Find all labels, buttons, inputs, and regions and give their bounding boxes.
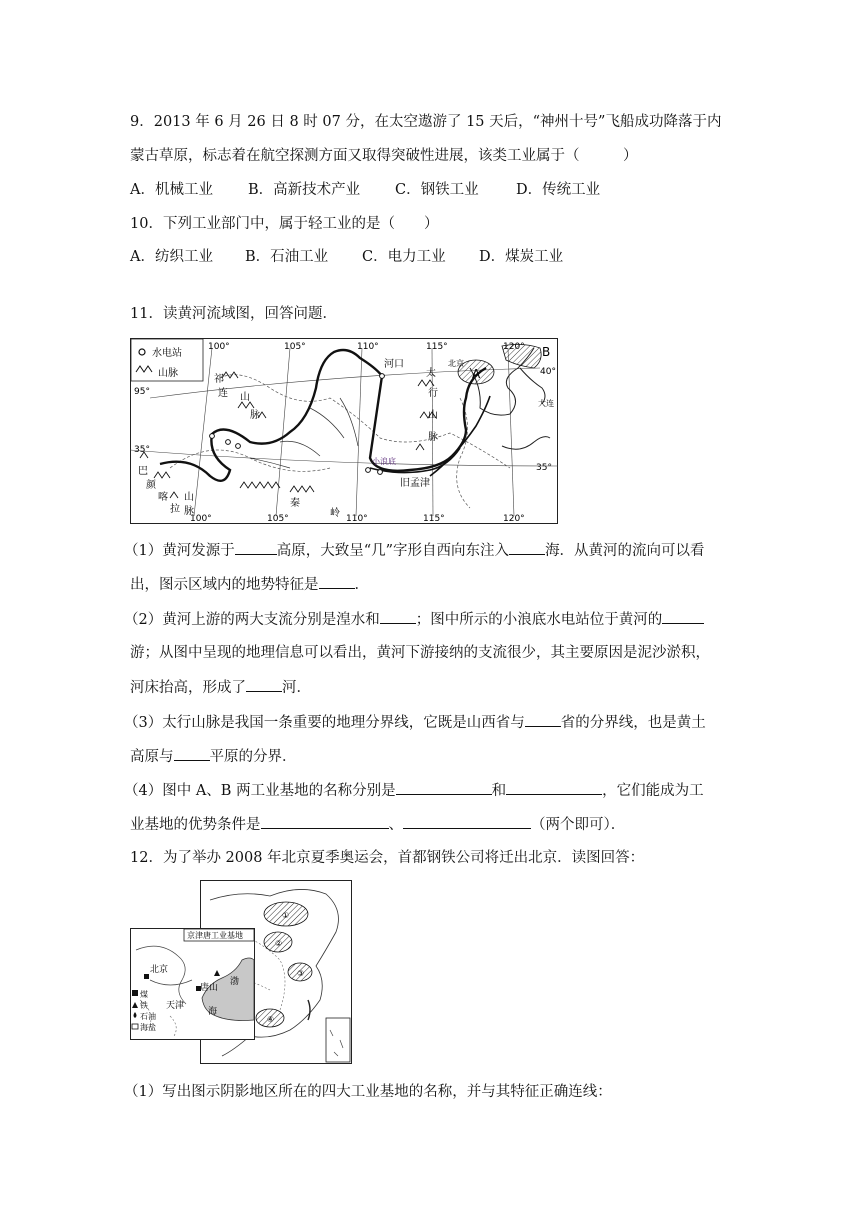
svg-text:拉: 拉 [170, 504, 180, 515]
blank[interactable] [396, 780, 492, 795]
map-label-a: A [472, 367, 481, 381]
svg-text:100°: 100° [190, 514, 212, 524]
q11-part2-line3: 河床抬高，形成了 河． [130, 677, 311, 698]
svg-text:110°: 110° [346, 514, 368, 524]
q10-option-a: A．纺织工业 [130, 249, 213, 265]
svg-text:35°: 35° [536, 463, 552, 473]
map-legend-mountain: 山脉 [158, 368, 178, 379]
q11-part3-line2: 高原与 平原的分界． [130, 746, 297, 767]
svg-text:颜: 颜 [146, 480, 156, 491]
q9-option-d: D．传统工业 [516, 182, 601, 198]
svg-text:95°: 95° [134, 387, 150, 397]
svg-text:巴: 巴 [138, 466, 148, 477]
svg-text:115°: 115° [423, 514, 445, 524]
svg-text:连: 连 [218, 388, 228, 399]
q10-option-d: D．煤炭工业 [479, 249, 564, 265]
blank[interactable] [235, 540, 277, 555]
svg-text:铁: 铁 [140, 1001, 148, 1010]
svg-text:115°: 115° [426, 342, 448, 352]
inset-label-beijing: 北京 [150, 965, 169, 975]
svg-text:②: ② [275, 939, 283, 948]
map-label-beijing: 北京 [448, 359, 464, 368]
svg-text:100°: 100° [208, 342, 230, 352]
q10-stem: 10．下列工业部门中，属于轻工业的是（ ） [130, 216, 439, 232]
blank[interactable] [509, 540, 545, 555]
q9-stem-line2: 蒙古草原，标志着在航空探测方面又取得突破性进展，该类工业属于（ ） [130, 148, 638, 164]
svg-text:山: 山 [184, 492, 194, 503]
jing-jin-tang-map [130, 880, 352, 1064]
map-label-b: B [542, 345, 551, 359]
inset-label-hai: 海 [208, 1007, 218, 1017]
blank[interactable] [174, 746, 210, 761]
svg-text:煤: 煤 [140, 990, 148, 999]
svg-text:40°: 40° [540, 367, 556, 377]
map-label-xiaolangdi: 小浪底 [372, 457, 396, 466]
q9-stem-line1: 9．2013 年 6 月 26 日 8 时 07 分，在太空遨游了 15 天后，“神州十号”飞船成功降落于内 [130, 114, 722, 130]
svg-text:脉: 脉 [250, 410, 260, 421]
svg-text:山: 山 [240, 392, 250, 403]
svg-text:35°: 35° [134, 445, 150, 455]
blank[interactable] [662, 609, 704, 624]
svg-text:120°: 120° [503, 514, 525, 524]
yellow-river-map [130, 338, 558, 524]
q11-stem: 11．读黄河流域图，回答问题． [130, 306, 337, 322]
q11-part2-line2: 游；从图中呈现的地理信息可以看出，黄河下游接纳的支流很少，其主要原因是泥沙淤积， [130, 645, 710, 661]
inset-label-tianjin: 天津 [166, 1001, 185, 1011]
blank[interactable] [261, 814, 389, 829]
svg-text:石油: 石油 [140, 1012, 156, 1021]
inset-title: 京津唐工业基地 [187, 931, 243, 940]
blank[interactable] [380, 609, 416, 624]
svg-text:①: ① [282, 911, 290, 920]
q9-option-b: B．高新技术产业 [248, 182, 361, 198]
svg-text:④: ④ [267, 1015, 275, 1024]
map-label-hekou: 河口 [384, 359, 404, 370]
q11-part4-line2: 业基地的优势条件是 、 （两个即可）． [130, 814, 625, 835]
blank[interactable] [403, 814, 531, 829]
q11-part1-line2: 出，图示区域内的地势特征是 ． [130, 574, 369, 595]
svg-text:脉: 脉 [184, 506, 194, 517]
q10-options [130, 247, 563, 267]
svg-text:110°: 110° [357, 342, 379, 352]
svg-text:105°: 105° [267, 514, 289, 524]
q10-option-c: C．电力工业 [362, 249, 446, 265]
q10-option-b: B．石油工业 [245, 249, 329, 265]
blank[interactable] [246, 677, 282, 692]
q11-part2-line1: （2）黄河上游的两大支流分别是湟水和 ；图中所示的小浪底水电站位于黄河的 [124, 609, 704, 630]
svg-text:喀: 喀 [158, 492, 168, 503]
svg-text:③: ③ [297, 969, 305, 978]
q11-part1-line1: （1）黄河发源于 高原，大致呈“几”字形自西向东注入 海．从黄河的流向可以看 [124, 540, 705, 561]
q9-option-a: A．机械工业 [130, 182, 213, 198]
q9-options [130, 180, 600, 200]
svg-text:行: 行 [428, 388, 438, 399]
svg-text:秦: 秦 [290, 498, 300, 509]
svg-text:105°: 105° [284, 342, 306, 352]
q9-option-c: C．钢铁工业 [395, 182, 479, 198]
map-label-dalian: 大连 [538, 399, 554, 408]
svg-text:岭: 岭 [330, 508, 340, 519]
blank[interactable] [525, 712, 561, 727]
inset-label-bo: 渤 [230, 977, 240, 987]
map-legend-hydro: 水电站 [152, 348, 182, 359]
q11-part4-line1: （4）图中 A、B 两工业基地的名称分别是 和 ，它们能成为工 [124, 780, 704, 801]
inset-label-tangshan: 唐山 [200, 983, 219, 993]
blank[interactable] [319, 574, 355, 589]
q12-part1: （1）写出图示阴影地区所在的四大工业基地的名称，并与其特征正确连线： [124, 1084, 612, 1100]
svg-text:太: 太 [426, 368, 436, 379]
blank[interactable] [506, 780, 602, 795]
svg-text:海盐: 海盐 [140, 1023, 156, 1032]
map-label-jiumengjin: 旧孟津 [400, 478, 430, 489]
q11-part3-line1: （3）太行山脉是我国一条重要的地理分界线，它既是山西省与 省的分界线，也是黄土 [124, 712, 706, 733]
q12-stem: 12．为了举办 2008 年北京夏季奥运会，首都钢铁公司将迁出北京．读图回答： [130, 850, 645, 866]
svg-text:脉: 脉 [428, 432, 438, 443]
svg-text:山: 山 [428, 410, 438, 421]
svg-text:祁: 祁 [214, 374, 224, 385]
